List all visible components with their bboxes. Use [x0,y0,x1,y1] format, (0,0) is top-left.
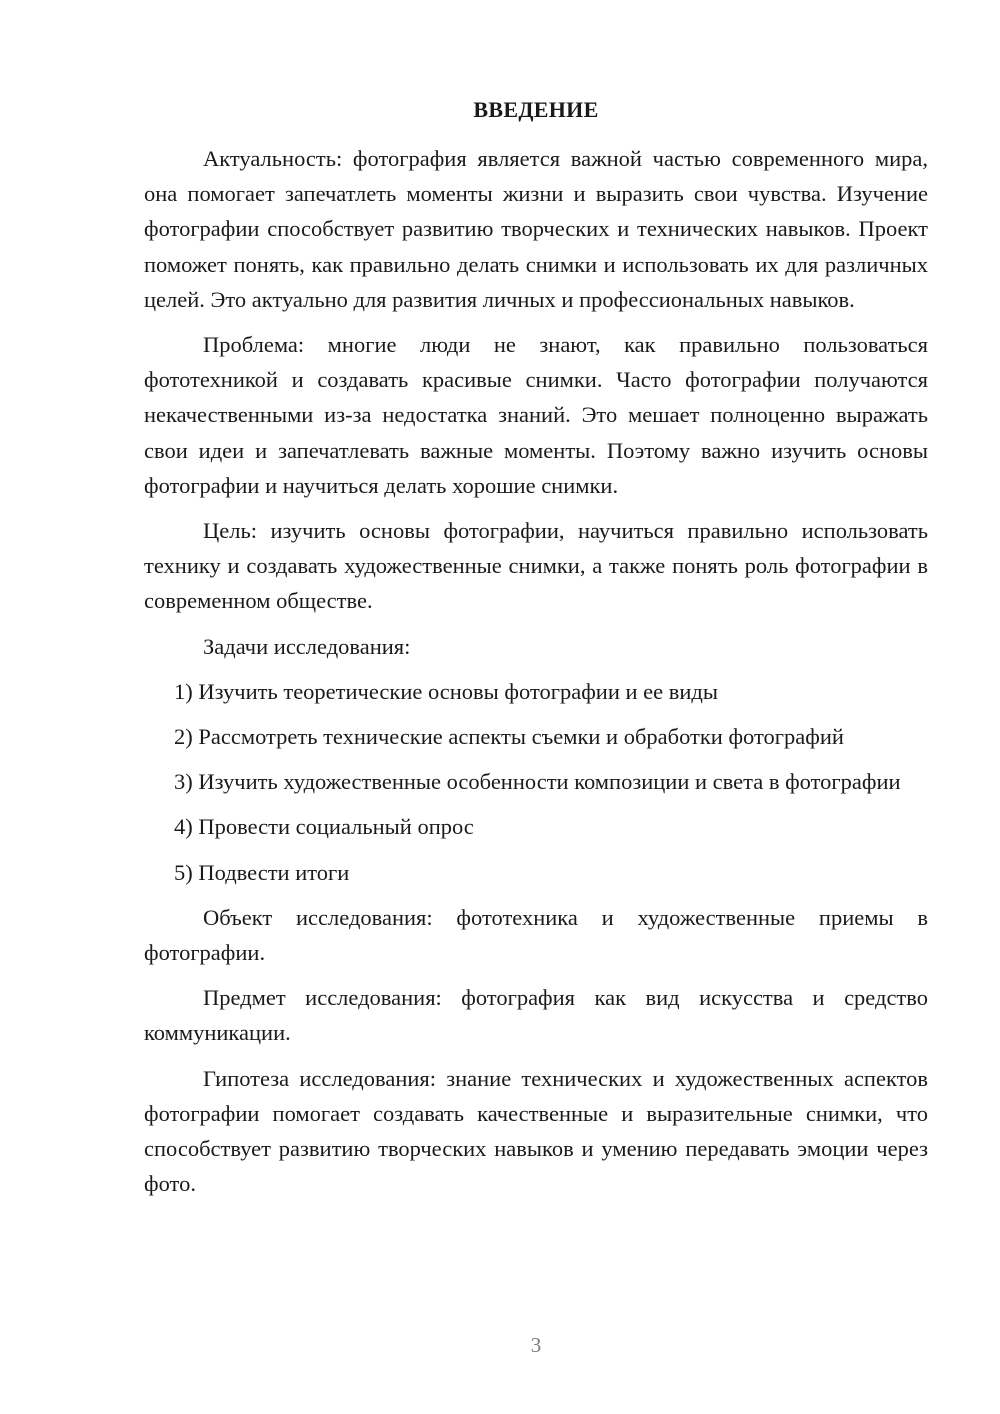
page-title: ВВЕДЕНИЕ [473,97,599,122]
document-body [144,141,928,1211]
problem-paragraph: Проблема: многие люди не знают, как правильно пользоваться фототехникой и создавать красивые снимки. Часто фотографии получаются некачественными из-за недостатка знаний. Это мешает полноценно выражать свои идеи и запечатлевать важные моменты. Поэтому важно изучить основы фотографии и научиться делать хорошие снимки. [144,332,928,498]
hypothesis-paragraph: Гипотеза исследования: знание технических и художественных аспектов фотографии помогает создавать качественные и выразительные снимки, что способствует развитию творческих навыков и умению передавать эмоции через фото. [144,1065,928,1197]
page-number: 3 [530,1333,542,1357]
subject-paragraph: Предмет исследования: фотография как вид искусства и средство коммуникации. [144,985,928,1046]
task-item-4: 4) Провести социальный опрос [174,814,474,840]
task-item-2: 2) Рассмотреть технические аспекты съемки и обработки фотографий [174,724,844,750]
goal-paragraph: Цель: изучить основы фотографии, научиться правильно использовать технику и создавать художественные снимки, а также понять роль фотографии в современном обществе. [144,518,928,614]
object-paragraph: Объект исследования: фототехника и художественные приемы в фотографии. [144,904,928,966]
tasks-heading: Задачи исследования: [203,633,411,659]
relevance-paragraph: Актуальность: фотография является важной частью современного мира, она помогает запечатлеть моменты жизни и выразить свои чувства. Изучение фотографии способствует развитию творческих и технических навыков. Проект поможет понять, как правильно делать снимки и использовать их для различных целей. Это актуально для развития личных и профессиональных навыков. [144,146,928,312]
task-item-1: 1) Изучить теоретические основы фотографии и ее виды [174,678,718,704]
task-item-5: 5) Подвести итоги [174,859,350,885]
task-item-3: 3) Изучить художественные особенности композиции и света в фотографии [174,769,901,795]
